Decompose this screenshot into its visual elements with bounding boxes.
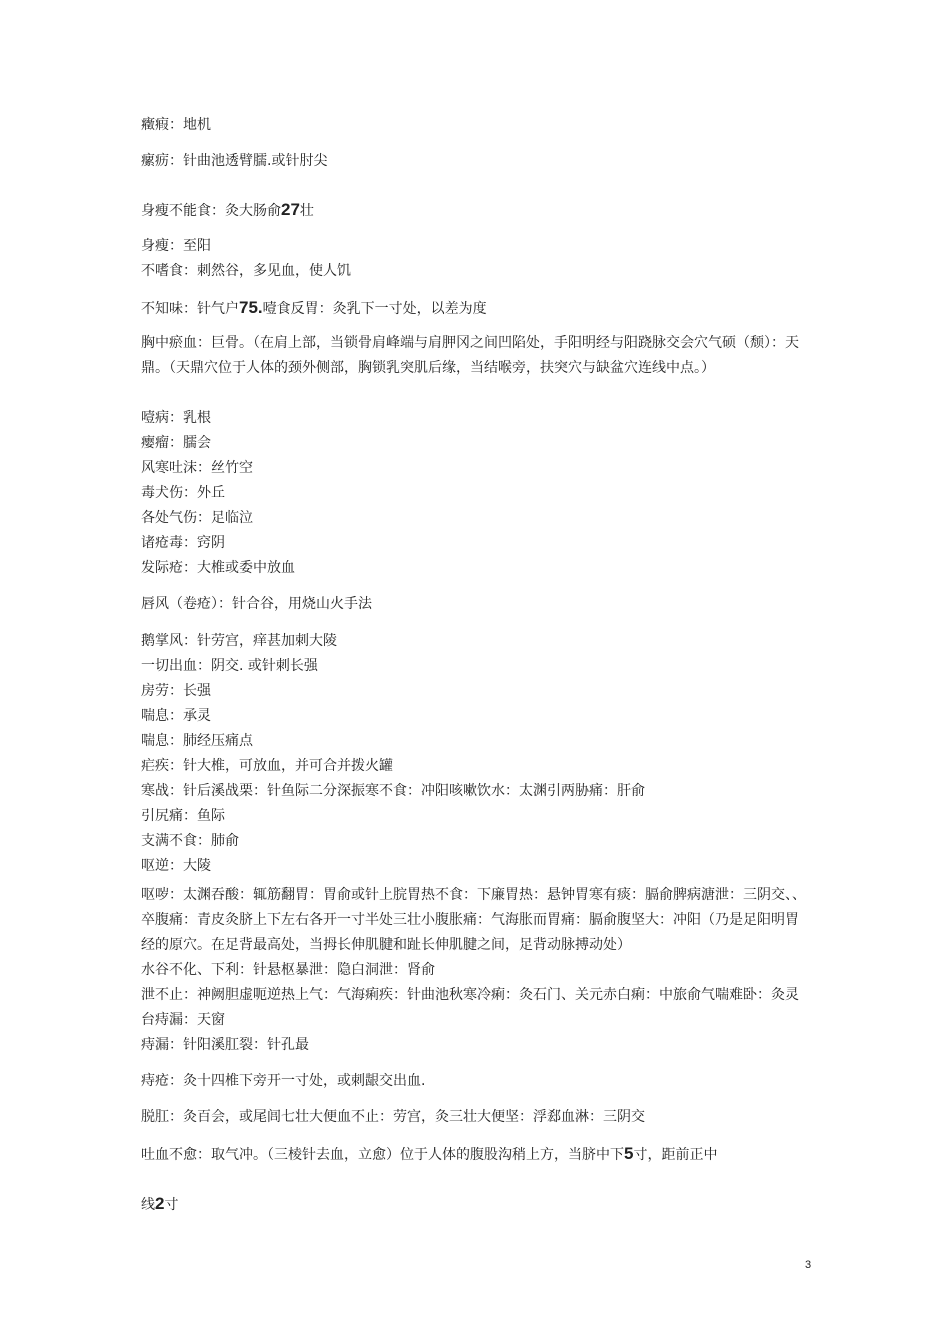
text-paragraph: 呕哕：太渊吞酸：辄筋翻胃：胃俞或针上脘胃热不食：下廉胃热：悬钟胃寒有痰：膈俞脾病溏泄：三阴交、、卒腹痛：青皮灸脐上下左右各开一寸半处三壮小腹胀痛：气海胀而胃痛：膈俞腹坚大：冲阳（乃是足阳明胃经的原穴。在足背最高处，当拇长伸肌腱和趾长伸肌腱之间，足背动脉搏动处） [141,887,806,953]
text-line: 喘息：承灵 [141,708,211,724]
text-line: 引尻痛：鱼际 [141,808,225,824]
text-line: 寒战：针后溪战栗：针鱼际二分深振寒不食：冲阳咳嗽饮水：太渊引两胁痛：肝俞 [141,783,645,799]
text-line: 支满不食：肺俞 [141,833,239,849]
text-line: 不嗜食：刺然谷，多见血，使人饥 [141,263,351,279]
text-line: 身瘦：至阳 [141,238,211,254]
text-line: 各处气伤：足临泣 [141,510,253,526]
text-line: 诸疮毒：窍阴 [141,535,225,551]
inline-number: 27 [281,200,300,219]
text-line: 噎病：乳根 [141,410,211,426]
text-line: 线2寸 [141,1194,179,1213]
text-line: 毒犬伤：外丘 [141,485,225,501]
inline-number: 5 [624,1144,634,1163]
text-line: 喘息：肺经压痛点 [141,733,253,749]
text-line: 一切出血：阴交. 或针刺长强 [141,658,318,674]
text-line: 疟疾：针大椎，可放血，并可合并拨火罐 [141,758,393,774]
text-line: 风寒吐沫：丝竹空 [141,460,253,476]
text-paragraph: 胸中瘀血：巨骨。（在肩上部，当锁骨肩峰端与肩胛冈之间凹陷处，手阳明经与阳跷脉交会穴气硕（颓）：天鼎。（天鼎穴位于人体的颈外侧部，胸锁乳突肌后缘，当结喉旁，扶突穴与缺盆穴连线中点。） [141,335,799,376]
text-line: 吐血不愈：取气冲。（三棱针去血，立愈）位于人体的腹股沟稍上方，当脐中下5寸，距前正中 [141,1144,718,1163]
text-line: 水谷不化、下利：针悬枢暴泄：隐白洞泄：肾俞 [141,962,435,978]
text-line: 房劳：长强 [141,683,211,699]
inline-number: 75. [239,298,263,317]
text-paragraph: 泄不止：神阙胆虚呃逆热上气：气海痢疾：针曲池秋寒冷痢：灸石门、关元赤白痢：中旅俞气喘难卧：灸灵台痔漏：天窗 [141,987,799,1028]
text-line: 脱肛：灸百会，或尾闾七壮大便血不止：劳宫，灸三壮大便坚：浮郄血淋：三阴交 [141,1109,645,1125]
text-line: 痔漏：针阳溪肛裂：针孔最 [141,1037,309,1053]
text-line: 瘿瘤：臑会 [141,435,211,451]
inline-number: 2 [155,1194,165,1213]
text-line: 唇风（卷疮）：针合谷，用烧山火手法 [141,596,372,612]
text-line: 瘰疬：针曲池透臂臑.或针肘尖 [141,153,328,169]
text-line: 身瘦不能食：灸大肠俞27壮 [141,200,314,219]
text-line: 痔疮：灸十四椎下旁开一寸处，或刺龈交出血. [141,1073,426,1089]
page-number: 3 [805,1259,812,1271]
text-line: 不知味：针气户75.噎食反胃：灸乳下一寸处，以差为度 [141,298,487,317]
text-line: 癥瘕：地机 [141,117,211,133]
text-line: 呕逆：大陵 [141,858,211,874]
text-line: 鹅掌风：针劳宫，痒甚加刺大陵 [141,633,337,649]
text-line: 发际疮：大椎或委中放血 [141,560,295,576]
